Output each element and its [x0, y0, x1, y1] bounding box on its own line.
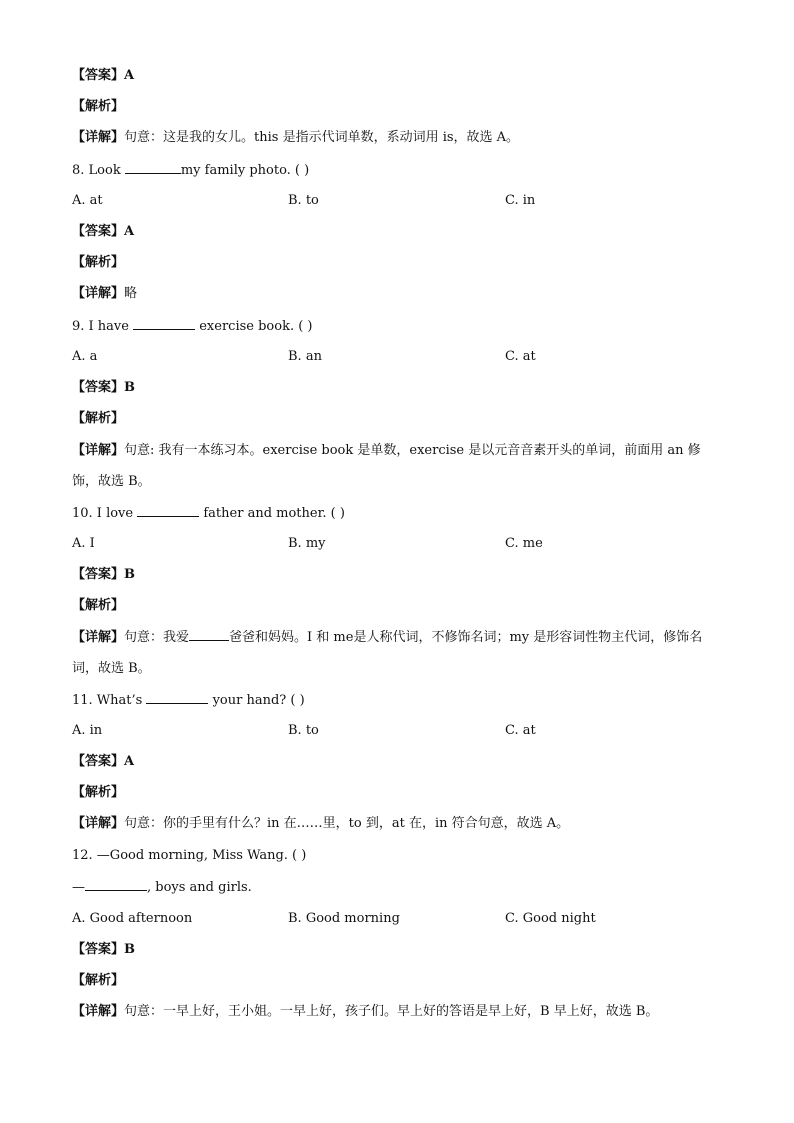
question-12-response — [72, 878, 252, 897]
detail-text: 句意：我爱 — [124, 630, 190, 645]
option-a: A. Good afternoon — [72, 911, 193, 926]
analysis-label: 【解析】 — [72, 255, 125, 270]
question-11 — [72, 691, 305, 710]
detail-text: 句意：一早上好，王小姐。一早上好，孩子们。早上好的答语是早上好，B 早上好，故选 B。 — [124, 1004, 659, 1019]
question-10 — [72, 504, 345, 523]
analysis-label: 【解析】 — [72, 99, 125, 114]
option-c: C. at — [505, 723, 536, 738]
answer-blank — [85, 878, 147, 891]
option-b: B. my — [288, 536, 326, 551]
option-a: A. a — [72, 349, 98, 364]
detail-label: 【详解】 — [72, 443, 125, 458]
detail-label: 【详解】 — [72, 630, 125, 645]
question-text: 9. I have — [72, 319, 134, 334]
option-a: A. in — [72, 723, 103, 738]
option-a: A. I — [72, 536, 95, 551]
answer-label: 【答案】A — [72, 68, 135, 83]
question-12: 12. —Good morning, Miss Wang. ( ) — [72, 848, 307, 863]
answer-label: 【答案】B — [72, 942, 135, 957]
option-c: C. Good night — [505, 911, 596, 926]
question-text: 11. What’s — [72, 693, 147, 708]
question-text: your hand? ( ) — [208, 693, 305, 708]
option-c: C. me — [505, 536, 543, 551]
analysis-label: 【解析】 — [72, 785, 125, 800]
question-text: , boys and girls. — [147, 880, 252, 895]
analysis-label: 【解析】 — [72, 411, 125, 426]
analysis-label: 【解析】 — [72, 598, 125, 613]
answer-label: 【答案】B — [72, 380, 135, 395]
detail-text: 爸爸和妈妈。I 和 me是人称代词，不修饰名词；my 是形容词性物主代词，修饰名词，故选 B。 — [72, 630, 703, 676]
question-text: exercise book. ( ) — [195, 319, 313, 334]
option-b: B. to — [288, 193, 319, 208]
option-b: B. an — [288, 349, 322, 364]
detail-label: 【详解】 — [72, 130, 125, 145]
answer-blank — [133, 317, 195, 330]
question-9 — [72, 317, 313, 336]
detail-label: 【详解】 — [72, 286, 125, 301]
detail-paragraph — [72, 815, 569, 833]
answer-blank — [137, 504, 199, 517]
answer-label: 【答案】A — [72, 224, 135, 239]
detail-paragraph — [72, 435, 724, 497]
answer-blank — [125, 161, 181, 174]
detail-text: 句意：这是我的女儿。this 是指示代词单数，系动词用 is，故选 A。 — [124, 130, 520, 145]
detail-paragraph — [72, 129, 519, 147]
detail-paragraph — [72, 1003, 658, 1021]
detail-text: 句意: 我有一本练习本。exercise book 是单数，exercise 是以元音音素开头的单词，前面用 an 修饰，故选 B。 — [72, 443, 701, 489]
answer-blank — [146, 691, 208, 704]
option-c: C. in — [505, 193, 536, 208]
detail-label: 【详解】 — [72, 1004, 125, 1019]
detail-text: 略 — [124, 286, 138, 301]
answer-label: 【答案】B — [72, 567, 135, 582]
question-text: father and mother. ( ) — [199, 506, 345, 521]
question-text: 8. Look — [72, 163, 125, 178]
question-text: my family photo. ( ) — [180, 163, 310, 178]
option-b: B. to — [288, 723, 319, 738]
detail-text: 句意：你的手里有什么？in 在……里，to 到，at 在，in 符合句意，故选 A。 — [124, 816, 570, 831]
question-text: — — [72, 880, 85, 895]
question-8 — [72, 161, 309, 180]
option-b: B. Good morning — [288, 911, 400, 926]
question-text: 10. I love — [72, 506, 138, 521]
detail-paragraph — [72, 622, 724, 684]
detail-label: 【详解】 — [72, 816, 125, 831]
option-c: C. at — [505, 349, 536, 364]
answer-label: 【答案】A — [72, 754, 135, 769]
option-a: A. at — [72, 193, 103, 208]
answer-blank — [189, 628, 229, 641]
detail-paragraph — [72, 285, 137, 303]
analysis-label: 【解析】 — [72, 973, 125, 988]
